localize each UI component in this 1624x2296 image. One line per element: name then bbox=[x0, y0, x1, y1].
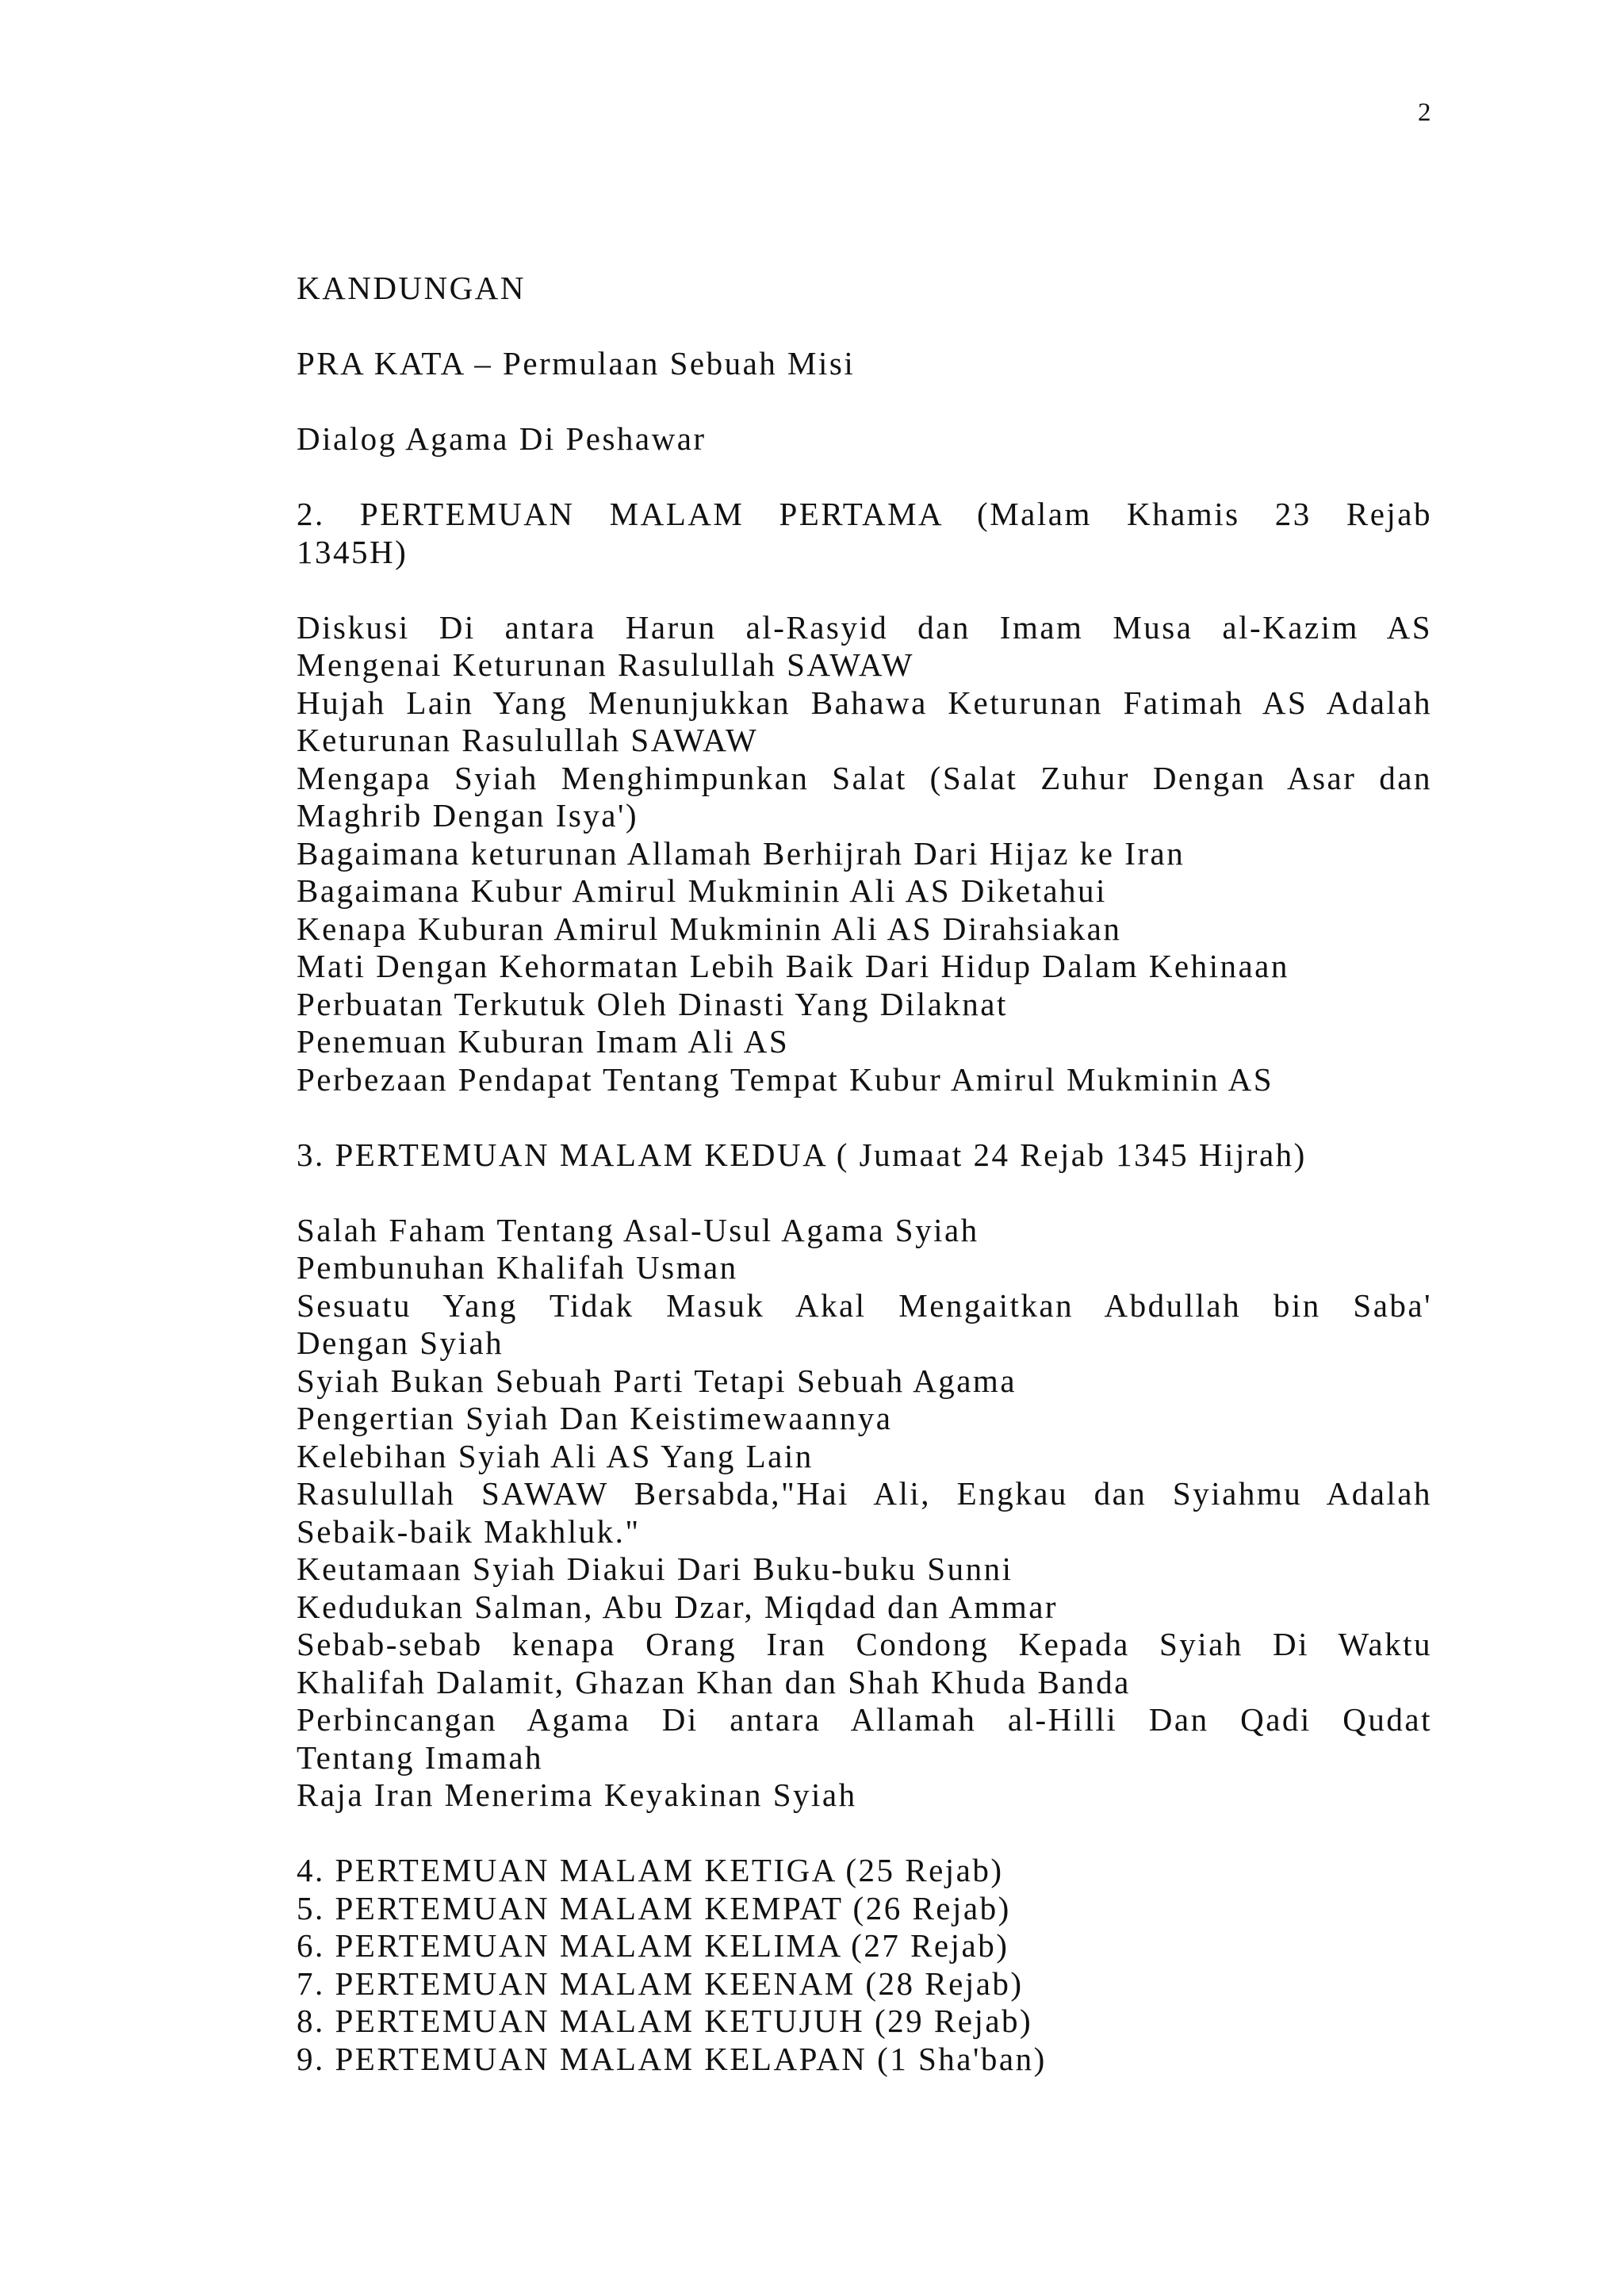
chapter-2-section bbox=[297, 496, 1432, 1098]
toc-item: Hujah Lain Yang Menunjukkan Bahawa Keturunan Fatimah AS Adalah bbox=[297, 684, 1432, 721]
toc-item: Raja Iran Menerima Keyakinan Syiah bbox=[297, 1777, 857, 1813]
toc-item: Mengenai Keturunan Rasulullah SAWAW bbox=[297, 646, 914, 683]
toc-item: Diskusi Di antara Harun al-Rasyid dan Imam Musa al-Kazim AS bbox=[297, 608, 1432, 646]
chapter-2-heading: 2. PERTEMUAN MALAM PERTAMA (Malam Khamis 23 Rejab bbox=[297, 496, 1432, 532]
toc-item: Syiah Bukan Sebuah Parti Tetapi Sebuah Agama bbox=[297, 1362, 1017, 1399]
toc-item: Rasulullah SAWAW Bersabda,"Hai Ali, Engkau dan Syiahmu Adalah bbox=[297, 1475, 1432, 1512]
toc-item: Bagaimana keturunan Allamah Berhijrah Dari Hijaz ke Iran bbox=[297, 834, 1185, 872]
chapter-heading: 4. PERTEMUAN MALAM KETIGA (25 Rejab) bbox=[297, 1852, 1004, 1888]
toc-item: Sebab-sebab kenapa Orang Iran Condong Kepada Syiah Di Waktu bbox=[297, 1626, 1432, 1662]
toc-item: Tentang Imamah bbox=[297, 1738, 544, 1776]
spacer bbox=[297, 1098, 1432, 1137]
toc-item: Sebaik-baik Makhluk." bbox=[297, 1512, 641, 1550]
spacer bbox=[297, 1174, 1432, 1212]
page-number: 2 bbox=[1418, 98, 1431, 127]
chapter-heading: 6. PERTEMUAN MALAM KELIMA (27 Rejab) bbox=[297, 1927, 1009, 1964]
toc-item: Penemuan Kuburan Imam Ali AS bbox=[297, 1023, 790, 1060]
toc-item: Bagaimana Kubur Amirul Mukminin Ali AS Diketahui bbox=[297, 872, 1107, 909]
chapter-2-heading-continued: 1345H) bbox=[297, 533, 408, 570]
toc-item: Kedudukan Salman, Abu Dzar, Miqdad dan Ammar bbox=[297, 1588, 1059, 1625]
toc-item: Mati Dengan Kehormatan Lebih Baik Dari Hidup Dalam Kehinaan bbox=[297, 948, 1289, 984]
toc-item: Keutamaan Syiah Diakui Dari Buku-buku Sunni bbox=[297, 1550, 1013, 1587]
toc-item: Maghrib Dengan Isya') bbox=[297, 797, 639, 834]
toc-item: Salah Faham Tentang Asal-Usul Agama Syiah bbox=[297, 1211, 979, 1248]
toc-item: Perbezaan Pendapat Tentang Tempat Kubur Amirul Mukminin AS bbox=[297, 1060, 1274, 1098]
chapter-heading: 9. PERTEMUAN MALAM KELAPAN (1 Sha'ban) bbox=[297, 2040, 1047, 2077]
spacer bbox=[297, 383, 1432, 421]
chapter-heading: 7. PERTEMUAN MALAM KEENAM (28 Rejab) bbox=[297, 1964, 1024, 2002]
chapter-3-heading: 3. PERTEMUAN MALAM KEDUA ( Jumaat 24 Rejab 1345 Hijrah) bbox=[297, 1136, 1307, 1173]
spacer bbox=[297, 308, 1432, 346]
spacer bbox=[297, 1815, 1432, 1853]
toc-item: Keturunan Rasulullah SAWAW bbox=[297, 722, 759, 758]
toc-item: Khalifah Dalamit, Ghazan Khan dan Shah Khuda Banda bbox=[297, 1663, 1131, 1700]
toc-item: Pengertian Syiah Dan Keistimewaannya bbox=[297, 1400, 893, 1436]
toc-item: Mengapa Syiah Menghimpunkan Salat (Salat Zuhur Dengan Asar dan bbox=[297, 759, 1432, 796]
chapter-3-section bbox=[297, 1137, 1432, 1815]
spacer bbox=[297, 458, 1432, 496]
toc-item: Perbuatan Terkutuk Oleh Dinasti Yang Dilaknat bbox=[297, 985, 1008, 1022]
toc-item: Perbincangan Agama Di antara Allamah al-Hilli Dan Qadi Qudat bbox=[297, 1701, 1432, 1738]
toc-item: Kelebihan Syiah Ali AS Yang Lain bbox=[297, 1437, 814, 1474]
chapter-heading: 8. PERTEMUAN MALAM KETUJUH (29 Rejab) bbox=[297, 2003, 1033, 2039]
toc-item: Kenapa Kuburan Amirul Mukminin Ali AS Dirahsiakan bbox=[297, 910, 1122, 947]
table-of-contents bbox=[297, 270, 1432, 2078]
toc-entry-preface: PRA KATA – Permulaan Sebuah Misi bbox=[297, 345, 856, 381]
later-chapters-section bbox=[297, 1852, 1432, 2078]
toc-item: Pembunuhan Khalifah Usman bbox=[297, 1249, 738, 1286]
toc-entry-intro: Dialog Agama Di Peshawar bbox=[297, 420, 707, 457]
toc-title: KANDUNGAN bbox=[297, 270, 526, 306]
toc-item: Sesuatu Yang Tidak Masuk Akal Mengaitkan Abdullah bin Saba' bbox=[297, 1286, 1432, 1324]
spacer bbox=[297, 571, 1432, 609]
toc-item: Dengan Syiah bbox=[297, 1324, 504, 1361]
chapter-heading: 5. PERTEMUAN MALAM KEMPAT (26 Rejab) bbox=[297, 1889, 1011, 1926]
